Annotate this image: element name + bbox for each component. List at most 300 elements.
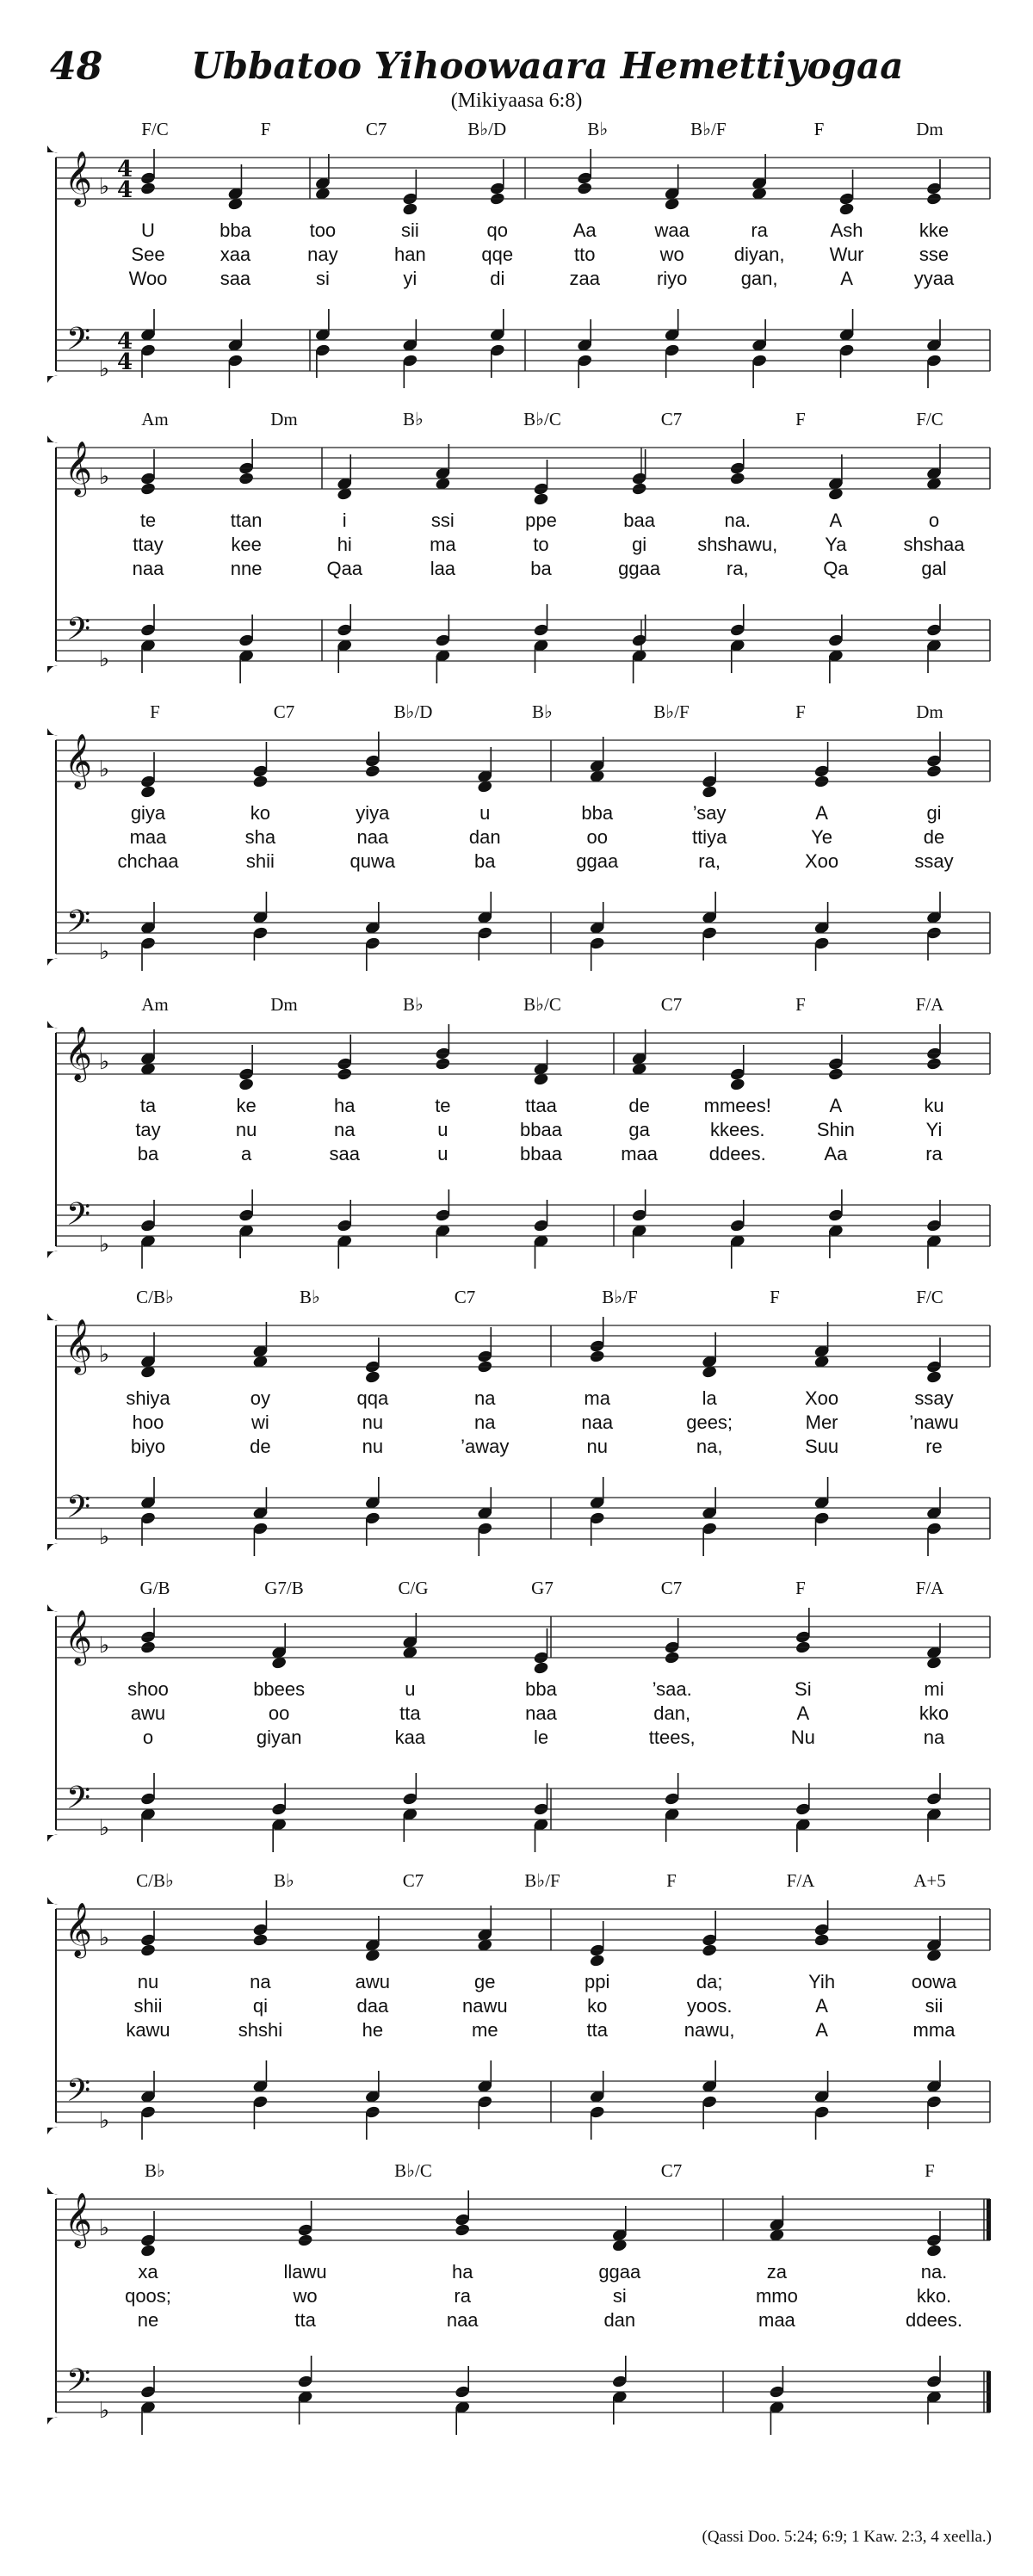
lyric-syllable: Aa	[572, 219, 597, 241]
lyric-syllable: Aa	[824, 1143, 848, 1164]
time-signature-digit: 4	[116, 329, 133, 355]
chord-symbol: C7	[660, 994, 683, 1015]
song-title: Ubbatoo Yihoowaara Hemettiyogaa	[191, 45, 904, 87]
lyric-syllable: Ye	[811, 826, 833, 848]
lyric-syllable: Woo	[128, 268, 168, 289]
chord-symbol: F	[795, 701, 806, 722]
lyric-syllable: naa	[525, 1702, 557, 1724]
lyric-syllable: dan,	[653, 1702, 691, 1724]
lyric-syllable: gees;	[686, 1412, 733, 1433]
chord-symbol: Am	[141, 409, 169, 429]
treble-clef: 𝄞	[65, 1609, 92, 1664]
lyric-syllable: biyo	[130, 1436, 166, 1457]
lyric-syllable: awu	[355, 1971, 391, 1992]
lyric-syllable: yi	[403, 268, 418, 289]
lyric-syllable: ha	[334, 1095, 356, 1116]
chord-symbol: B♭/C	[523, 994, 561, 1015]
treble-note-head	[238, 1078, 254, 1090]
lyric-syllable: Nu	[790, 1727, 815, 1748]
treble-note-head	[337, 487, 352, 500]
lyric-syllable: qi	[252, 1995, 268, 2017]
chord-symbol: F/C	[916, 409, 943, 429]
bass-staff	[56, 620, 990, 661]
lyric-syllable: na.	[920, 2261, 948, 2283]
lyric-syllable: si	[612, 2285, 627, 2307]
lyric-syllable: shshawu,	[697, 534, 778, 555]
lyric-syllable: tta	[399, 1702, 421, 1724]
lyric-syllable: xaa	[220, 244, 251, 265]
lyric-syllable: oo	[268, 1702, 290, 1724]
treble-note-head	[315, 187, 331, 200]
lyric-syllable: mi	[924, 1678, 944, 1700]
music-system-2	[47, 409, 990, 683]
chord-symbol: C7	[365, 119, 387, 139]
lyric-syllable: kkees.	[709, 1119, 765, 1140]
chord-symbol: F/C	[916, 1287, 943, 1307]
lyric-syllable: na	[250, 1971, 271, 1992]
lyric-syllable: re	[925, 1436, 943, 1457]
chord-symbol: C/B♭	[136, 1287, 174, 1307]
chord-symbol: B♭	[145, 2160, 165, 2181]
music-system-4	[47, 994, 990, 1269]
chord-symbol: Dm	[916, 701, 943, 722]
treble-note-head	[140, 1062, 156, 1075]
treble-clef: 𝄞	[65, 1902, 92, 1956]
time-signature-digit: 4	[116, 349, 133, 375]
chord-symbol: B♭/C	[523, 409, 561, 429]
lyric-syllable: shii	[133, 1995, 163, 2017]
lyric-syllable: awu	[130, 1702, 166, 1724]
lyric-syllable: xa	[138, 2261, 158, 2283]
lyric-syllable: ra,	[698, 850, 721, 872]
chord-symbol: F	[260, 119, 271, 139]
music-system-1	[47, 119, 990, 388]
lyric-syllable: qqe	[481, 244, 514, 265]
lyric-syllable: wo	[293, 2285, 318, 2307]
treble-note-head	[534, 1072, 549, 1085]
lyric-syllable: too	[309, 219, 337, 241]
chord-symbol: Dm	[270, 409, 298, 429]
lyric-syllable: sse	[919, 244, 949, 265]
lyric-syllable: shii	[245, 850, 275, 872]
lyric-syllable: ssay	[914, 850, 954, 872]
lyric-syllable: wi	[251, 1412, 269, 1433]
key-flat-bass: ♭	[98, 356, 110, 382]
lyric-syllable: naa	[356, 826, 389, 848]
lyric-syllable: ba	[137, 1143, 159, 1164]
lyric-syllable: saa	[220, 268, 251, 289]
bass-clef: 𝄢	[65, 321, 91, 365]
treble-note-head	[534, 492, 549, 505]
lyric-syllable: dan	[603, 2309, 636, 2331]
bass-staff	[56, 1788, 990, 1830]
lyric-syllable: Xoo	[804, 1387, 839, 1409]
lyric-syllable: ’saa.	[652, 1678, 692, 1700]
lyric-syllable: me	[472, 2019, 498, 2041]
key-flat-bass: ♭	[98, 646, 110, 672]
lyric-syllable: u	[437, 1143, 448, 1164]
lyric-syllable: gi	[632, 534, 647, 555]
chord-symbol: A+5	[913, 1870, 946, 1891]
chord-symbol: B♭/D	[467, 119, 507, 139]
chord-symbol: F	[795, 994, 806, 1015]
lyric-syllable: na	[474, 1412, 496, 1433]
chord-symbol: C7	[454, 1287, 476, 1307]
lyric-syllable: zaa	[569, 268, 600, 289]
lyric-syllable: maa	[129, 826, 167, 848]
treble-clef: 𝄞	[65, 1319, 92, 1373]
lyric-syllable: naa	[132, 558, 164, 579]
lyric-syllable: nu	[362, 1436, 384, 1457]
chord-symbol: F/C	[141, 119, 169, 139]
lyric-syllable: nu	[235, 1119, 257, 1140]
lyric-syllable: ttaa	[525, 1095, 557, 1116]
lyric-syllable: u	[479, 802, 491, 824]
chord-symbol: C7	[660, 1578, 683, 1598]
treble-staff	[56, 158, 990, 199]
lyric-syllable: kke	[919, 219, 949, 241]
lyric-syllable: shshaa	[903, 534, 965, 555]
chord-symbol: C/B♭	[136, 1870, 174, 1891]
lyric-syllable: U	[141, 219, 155, 241]
lyric-syllable: gi	[926, 802, 942, 824]
lyric-syllable: ra	[925, 1143, 943, 1164]
treble-note-head	[365, 1370, 380, 1383]
lyric-syllable: u	[405, 1678, 416, 1700]
bass-staff	[56, 1205, 990, 1246]
lyric-syllable: na,	[696, 1436, 723, 1457]
lyric-syllable: bbaa	[520, 1119, 562, 1140]
treble-note-head	[702, 785, 717, 798]
lyric-syllable: ggaa	[576, 850, 619, 872]
lyric-syllable: maa	[758, 2309, 795, 2331]
key-flat-treble: ♭	[98, 757, 110, 782]
lyric-syllable: bbaa	[520, 1143, 562, 1164]
lyric-syllable: ttees,	[648, 1727, 696, 1748]
lyric-syllable: yyaa	[913, 268, 955, 289]
lyric-syllable: ppi	[585, 1971, 610, 1992]
lyric-syllable: laa	[430, 558, 456, 579]
lyric-syllable: sii	[400, 219, 419, 241]
chord-symbol: B♭/F	[653, 701, 690, 722]
chord-symbol: G7/B	[264, 1578, 304, 1598]
lyric-syllable: ko	[250, 802, 271, 824]
key-flat-treble: ♭	[98, 1049, 110, 1075]
chord-symbol: Dm	[916, 119, 943, 139]
chord-symbol: G7	[531, 1578, 554, 1598]
lyric-syllable: giyan	[256, 1727, 302, 1748]
lyric-syllable: Mer	[805, 1412, 838, 1433]
key-flat-treble: ♭	[98, 1633, 110, 1659]
lyric-syllable: ttan	[230, 510, 263, 531]
chord-symbol: C7	[273, 701, 295, 722]
treble-note-head	[612, 2239, 628, 2252]
lyric-syllable: Ash	[830, 219, 863, 241]
bass-clef: 𝄢	[65, 2363, 91, 2406]
bass-clef: 𝄢	[65, 1780, 91, 1824]
key-flat-bass: ♭	[98, 1524, 110, 1550]
lyric-syllable: bba	[525, 1678, 557, 1700]
lyric-syllable: ssi	[430, 510, 455, 531]
chord-symbol: F	[666, 1870, 677, 1891]
chord-symbol: B♭	[403, 994, 424, 1015]
lyric-syllable: llawu	[283, 2261, 327, 2283]
lyric-syllable: A	[815, 2019, 828, 2041]
chord-symbol: B♭	[532, 701, 553, 722]
lyric-syllable: te	[139, 510, 157, 531]
chord-symbol: B♭	[587, 119, 609, 139]
lyric-syllable: ggaa	[618, 558, 661, 579]
lyric-syllable: quwa	[349, 850, 396, 872]
lyric-syllable: ssay	[914, 1387, 954, 1409]
music-system-7	[47, 1870, 990, 2140]
lyric-syllable: Qa	[823, 558, 849, 579]
lyric-syllable: to	[533, 534, 549, 555]
key-flat-treble: ♭	[98, 1342, 110, 1368]
treble-note-head	[140, 2244, 156, 2257]
lyric-syllable: giya	[130, 802, 166, 824]
lyric-syllable: ttay	[133, 534, 164, 555]
lyric-syllable: nu	[137, 1971, 159, 1992]
lyric-syllable: ma	[584, 1387, 610, 1409]
key-flat-treble: ♭	[98, 174, 110, 200]
bass-clef: 𝄢	[65, 1196, 91, 1240]
lyric-syllable: bba	[581, 802, 614, 824]
treble-staff	[56, 1325, 990, 1367]
treble-clef: 𝄞	[65, 151, 92, 205]
chord-symbol: B♭/F	[602, 1287, 638, 1307]
treble-note-head	[402, 1646, 418, 1659]
treble-note-head	[752, 187, 767, 200]
lyric-syllable: ha	[451, 2261, 473, 2283]
lyric-syllable: yoos.	[686, 1995, 733, 2017]
lyric-syllable: nawu	[461, 1995, 508, 2017]
lyric-syllable: sii	[925, 1995, 943, 2017]
chord-symbol: F	[150, 701, 160, 722]
lyric-syllable: mma	[912, 2019, 956, 2041]
lyric-syllable: ggaa	[598, 2261, 641, 2283]
treble-note-head	[590, 769, 605, 782]
lyric-syllable: A	[815, 1995, 828, 2017]
lyric-syllable: ra	[454, 2285, 471, 2307]
lyric-syllable: bbees	[253, 1678, 306, 1700]
lyric-syllable: Ya	[825, 534, 847, 555]
lyric-syllable: tta	[586, 2019, 608, 2041]
lyric-syllable: la	[702, 1387, 717, 1409]
lyric-syllable: tta	[294, 2309, 316, 2331]
lyric-syllable: Qaa	[326, 558, 363, 579]
chord-symbol: B♭/D	[393, 701, 433, 722]
chord-symbol: C/G	[398, 1578, 429, 1598]
lyric-syllable: diyan,	[733, 244, 785, 265]
lyric-syllable: Suu	[804, 1436, 839, 1457]
lyric-syllable: gan,	[740, 268, 778, 289]
treble-note-head	[926, 1949, 942, 1961]
lyric-syllable: le	[533, 1727, 549, 1748]
treble-note-head	[730, 1078, 745, 1090]
key-flat-treble: ♭	[98, 1925, 110, 1951]
treble-note-head	[228, 197, 244, 210]
chord-symbol: B♭/F	[690, 119, 727, 139]
chord-symbol: F/A	[915, 1578, 944, 1598]
lyric-syllable: na.	[724, 510, 752, 531]
lyric-syllable: ge	[474, 1971, 496, 1992]
treble-note-head	[140, 785, 156, 798]
lyric-syllable: hi	[337, 534, 352, 555]
lyric-syllable: wo	[659, 244, 684, 265]
lyric-syllable: u	[437, 1119, 448, 1140]
key-flat-bass: ♭	[98, 1232, 110, 1257]
chord-symbol: Dm	[270, 994, 298, 1015]
lyric-syllable: qqa	[356, 1387, 389, 1409]
lyric-syllable: na	[923, 1727, 945, 1748]
lyric-syllable: tto	[573, 244, 596, 265]
lyric-syllable: ’nawu	[909, 1412, 959, 1433]
lyric-syllable: ’away	[461, 1436, 510, 1457]
key-flat-treble: ♭	[98, 2215, 110, 2241]
key-flat-bass: ♭	[98, 1815, 110, 1841]
chord-symbol: B♭	[403, 409, 424, 429]
lyric-syllable: saa	[329, 1143, 360, 1164]
lyric-syllable: ba	[474, 850, 496, 872]
lyric-syllable: nu	[586, 1436, 608, 1457]
chord-symbol: C7	[402, 1870, 424, 1891]
bass-clef: 𝄢	[65, 2073, 91, 2116]
treble-staff	[56, 1909, 990, 1950]
treble-note-head	[702, 1365, 717, 1378]
lyric-syllable: ga	[628, 1119, 650, 1140]
lyric-syllable: bba	[220, 219, 251, 241]
lyric-syllable: hoo	[132, 1412, 164, 1433]
chord-symbol: Am	[141, 994, 169, 1015]
chord-symbol: F	[795, 409, 806, 429]
treble-note-head	[590, 1954, 605, 1967]
lyric-syllable: gal	[921, 558, 947, 579]
lyric-syllable: A	[829, 510, 843, 531]
lyric-syllable: Shin	[816, 1119, 855, 1140]
lyric-syllable: ba	[530, 558, 552, 579]
song-number: 48	[50, 45, 103, 89]
treble-staff	[56, 740, 990, 781]
lyric-syllable: nne	[230, 558, 263, 579]
chord-symbol: F	[813, 119, 825, 139]
lyric-syllable: nawu,	[684, 2019, 735, 2041]
lyric-syllable: dan	[468, 826, 501, 848]
lyric-syllable: shoo	[127, 1678, 169, 1700]
lyric-syllable: oy	[250, 1387, 271, 1409]
scripture-reference: (Mikiyaasa 6:8)	[450, 90, 583, 112]
bass-clef: 𝄢	[65, 1489, 91, 1533]
chord-symbol: B♭	[300, 1287, 320, 1307]
treble-note-head	[814, 1355, 830, 1368]
lyric-syllable: maa	[621, 1143, 659, 1164]
treble-note-head	[365, 1949, 380, 1961]
lyric-syllable: Yih	[808, 1971, 836, 1992]
lyric-syllable: da;	[696, 1971, 723, 1992]
lyric-syllable: nu	[362, 1412, 384, 1433]
lyric-syllable: ddees.	[905, 2309, 963, 2331]
lyric-syllable: ra,	[726, 558, 749, 579]
lyric-syllable: ttiya	[691, 826, 727, 848]
time-signature-digit: 4	[116, 157, 133, 182]
treble-note-head	[140, 1365, 156, 1378]
lyric-syllable: za	[766, 2261, 788, 2283]
chord-symbol: B♭	[274, 1870, 294, 1891]
lyric-syllable: ta	[139, 1095, 157, 1116]
lyric-syllable: na	[474, 1387, 496, 1409]
lyric-syllable: tay	[135, 1119, 161, 1140]
key-flat-treble: ♭	[98, 464, 110, 490]
lyric-syllable: A	[796, 1702, 810, 1724]
treble-note-head	[770, 2228, 785, 2241]
lyric-syllable: ra	[751, 219, 768, 241]
lyric-syllable: Xoo	[804, 850, 839, 872]
lyric-syllable: chchaa	[117, 850, 179, 872]
treble-note-head	[828, 487, 844, 500]
lyric-syllable: qo	[486, 219, 509, 241]
lyric-syllable: di	[490, 268, 505, 289]
lyric-syllable: daa	[356, 1995, 389, 2017]
treble-note-head	[665, 197, 680, 210]
chord-symbol: C7	[660, 409, 683, 429]
chord-symbol: B♭/C	[394, 2160, 432, 2181]
lyric-syllable: han	[393, 244, 426, 265]
lyric-syllable: a	[241, 1143, 252, 1164]
treble-staff	[56, 1033, 990, 1074]
lyric-syllable: mmees!	[703, 1095, 771, 1116]
lyric-syllable: kaa	[394, 1727, 426, 1748]
treble-note-head	[926, 2244, 942, 2257]
chord-symbol: G/B	[139, 1578, 170, 1598]
music-system-5	[47, 1287, 990, 1556]
lyric-syllable: baa	[623, 510, 655, 531]
lyric-syllable: mmo	[755, 2285, 798, 2307]
lyric-syllable: oo	[586, 826, 608, 848]
bass-staff	[56, 1498, 990, 1539]
treble-clef: 𝄞	[65, 733, 92, 788]
chord-symbol: F	[795, 1578, 806, 1598]
music-system-8	[47, 2160, 991, 2435]
treble-note-head	[402, 202, 418, 215]
lyric-syllable: ku	[924, 1095, 944, 1116]
key-flat-bass: ♭	[98, 2108, 110, 2134]
lyric-syllable: te	[435, 1095, 451, 1116]
lyric-syllable: ma	[430, 534, 456, 555]
lyric-syllable: de	[923, 826, 945, 848]
treble-note-head	[839, 202, 855, 215]
bass-clef: 𝄢	[65, 904, 91, 948]
lyric-syllable: na	[334, 1119, 356, 1140]
chord-symbol: F/A	[786, 1870, 815, 1891]
lyric-syllable: ’say	[692, 802, 727, 824]
lyric-syllable: kko	[919, 1702, 949, 1724]
lyric-syllable: kko.	[916, 2285, 952, 2307]
chord-symbol: F/A	[915, 994, 944, 1015]
lyric-syllable: sha	[244, 826, 276, 848]
lyric-syllable: o	[928, 510, 940, 531]
time-signature-digit: 4	[116, 177, 133, 203]
lyric-syllable: nay	[307, 244, 338, 265]
treble-note-head	[477, 780, 492, 793]
bass-staff	[56, 912, 990, 954]
lyric-syllable: A	[840, 268, 853, 289]
lyric-syllable: qoos;	[125, 2285, 171, 2307]
chord-symbol: F	[770, 1287, 780, 1307]
treble-staff	[56, 1616, 990, 1658]
lyric-syllable: kee	[231, 534, 262, 555]
chord-symbol: B♭/F	[524, 1870, 560, 1891]
treble-staff	[56, 2199, 990, 2240]
